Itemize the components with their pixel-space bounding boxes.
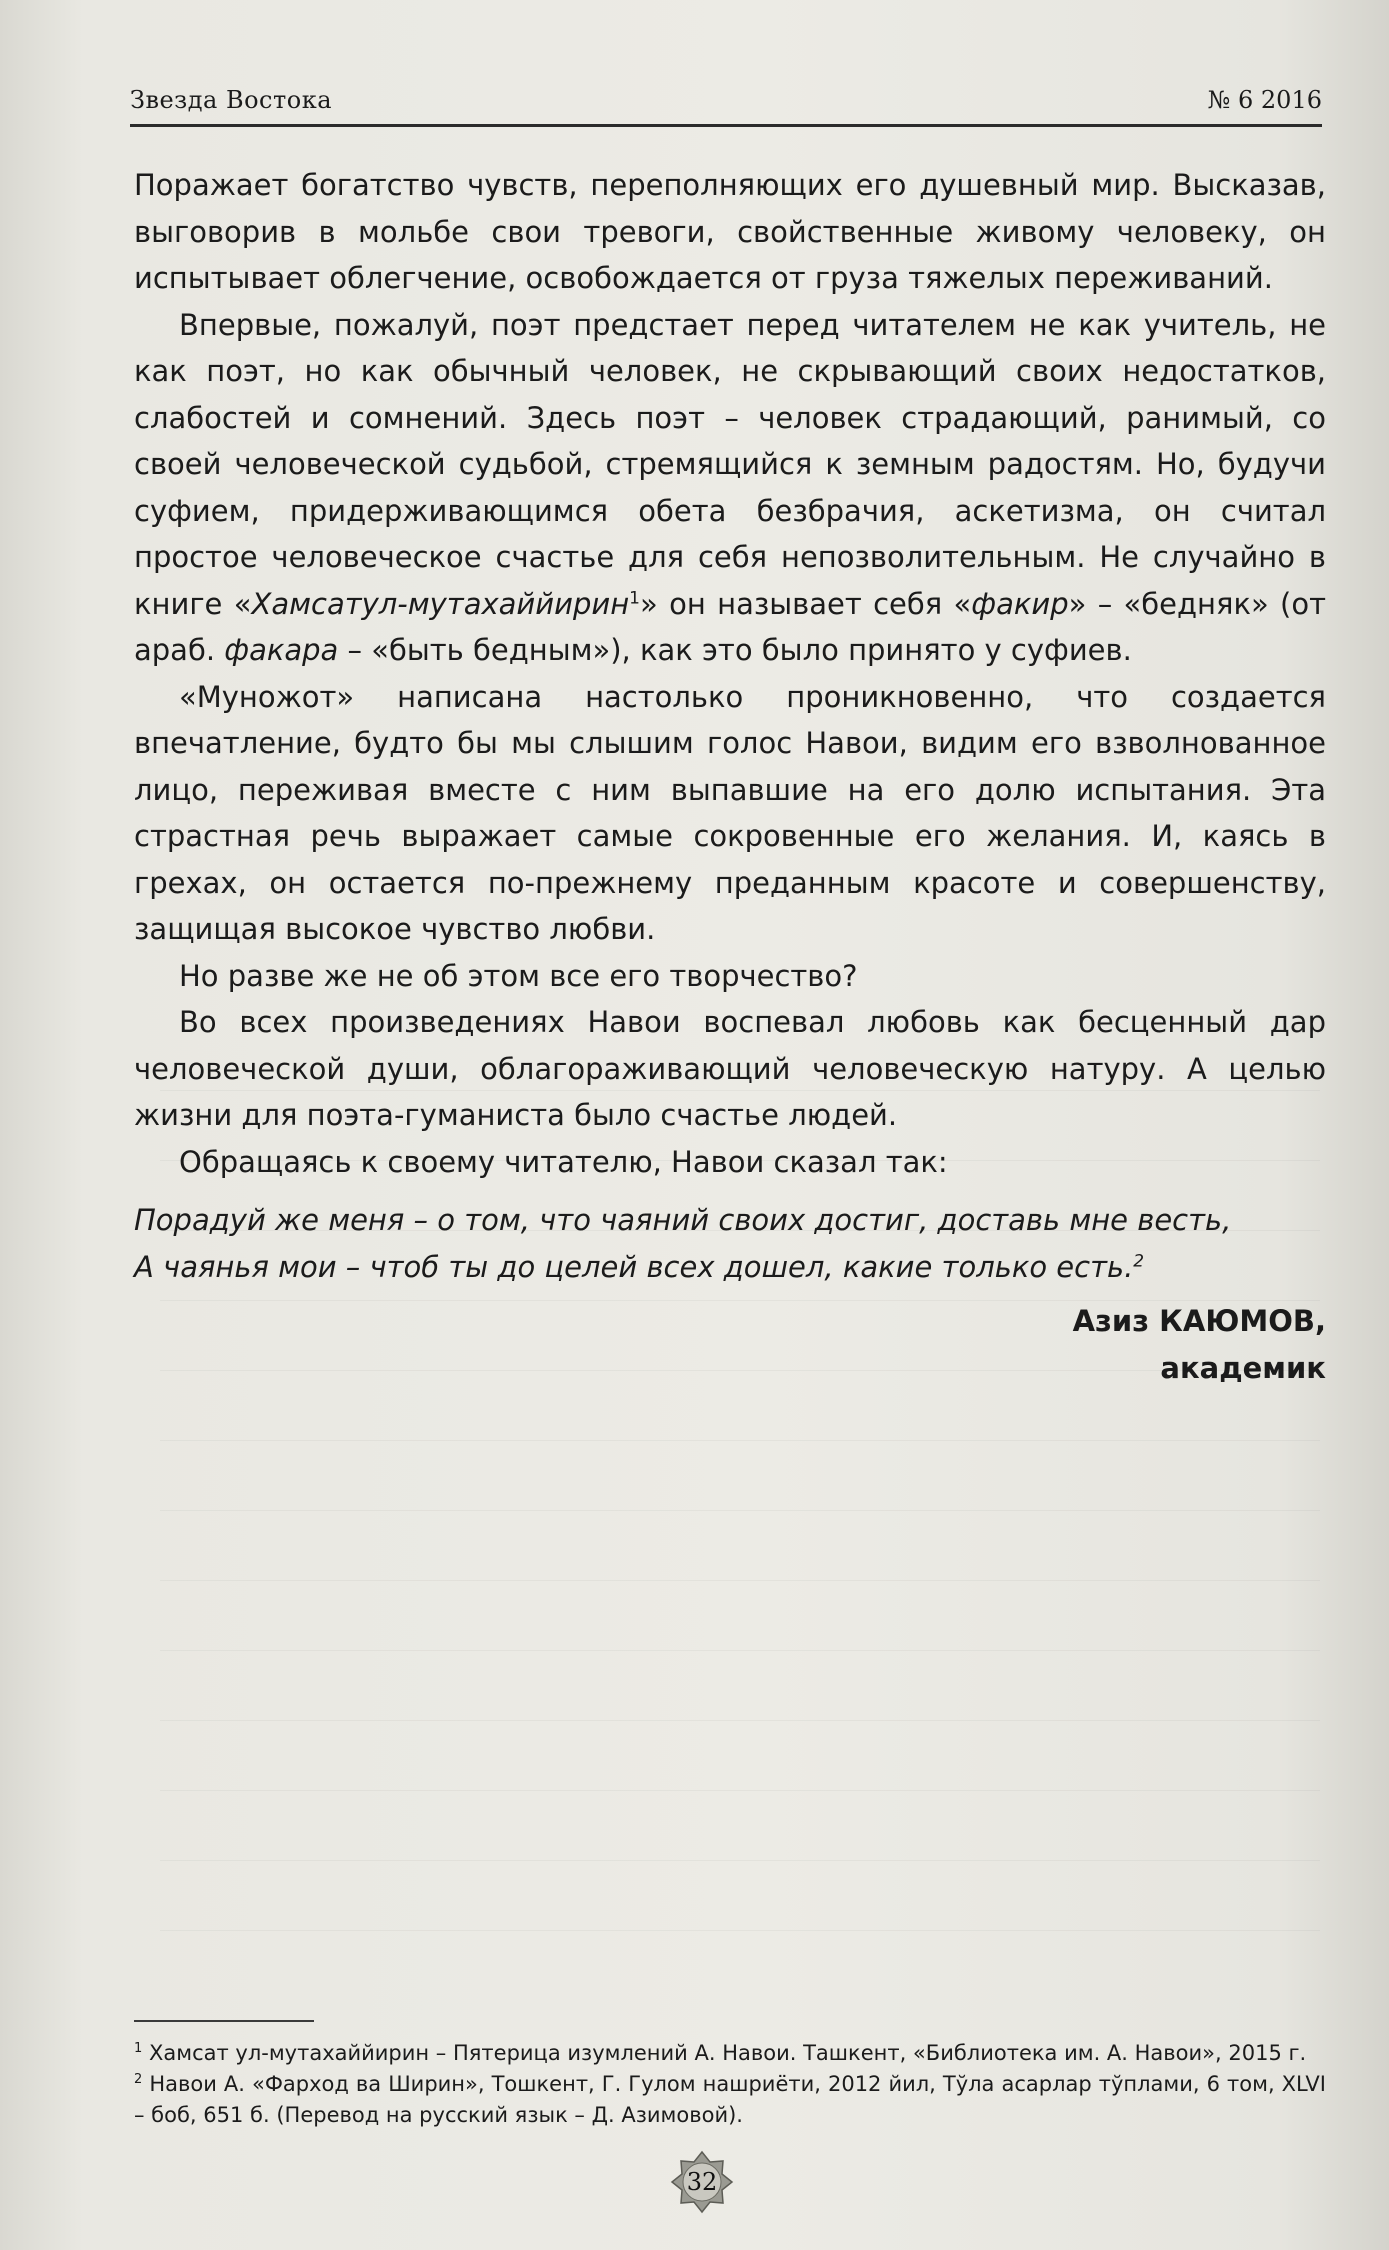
poem-line bbox=[134, 1244, 1326, 1291]
show-through-line bbox=[160, 1440, 1320, 1441]
paragraph-text: – «быть бедным»), как это было принято у суфиев. bbox=[338, 633, 1132, 667]
page-number-badge bbox=[670, 2150, 734, 2214]
header-rule bbox=[130, 124, 1322, 127]
paragraph-text: Поражает богатство чувств, переполняющих его душевный мир. Высказав, выговорив в мольбе свои тревоги, свойственные живому человеку, он испытывает облегчение, освобождается от груза тяжелых переживаний. bbox=[134, 168, 1326, 295]
author-signature bbox=[134, 1298, 1326, 1391]
footnotes bbox=[134, 2038, 1326, 2131]
term-fakir: факир bbox=[971, 586, 1069, 621]
show-through-line bbox=[160, 1720, 1320, 1721]
poem-line: Порадуй же меня – о том, что чаяний своих достиг, доставь мне весть, bbox=[134, 1203, 1232, 1237]
paragraph-text: «Муножот» написана настолько проникновенно, что создается впечатление, будто бы мы слышим голос Навои, видим его взволнованное лицо, переживая вместе с ним выпавшие на его долю испытания. Эта страстная речь выражает самые сокровенные его желания. И, каясь в грехах, он остается по-прежнему преданным красоте и совершенству, защищая высокое чувство любви. bbox=[134, 679, 1326, 946]
show-through-line bbox=[160, 1930, 1320, 1931]
footnote-rule bbox=[134, 2020, 314, 2022]
running-header bbox=[130, 86, 1322, 130]
paragraph bbox=[134, 162, 1326, 302]
show-through-line bbox=[160, 1510, 1320, 1511]
footnote-number: 2 bbox=[134, 2072, 143, 2087]
author-title: академик bbox=[1160, 1350, 1326, 1385]
footnote bbox=[134, 2069, 1326, 2131]
footnote-text: Хамсат ул-мутахаййирин – Пятерица изумлений А. Навои. Ташкент, «Библиотека им. А. Навои», 2015 г. bbox=[148, 2041, 1307, 2065]
footnote-ref: 2 bbox=[1133, 1250, 1145, 1271]
paragraph-text: » – «бедняк» (от араб. bbox=[134, 586, 1326, 667]
paragraph-text: » он называет себя « bbox=[640, 586, 972, 621]
issue-number: № 6 2016 bbox=[1207, 86, 1322, 114]
author-name: Азиз КАЮМОВ, bbox=[1072, 1304, 1326, 1338]
paragraph-text: Во всех произведениях Навои воспевал любовь как бесценный дар человеческой души, облагораживающий человеческую натуру. А целью жизни для поэта-гуманиста было счастье людей. bbox=[134, 1005, 1326, 1132]
book-title: Хамсатул-мутахаййирин bbox=[251, 586, 630, 621]
show-through-line bbox=[160, 1580, 1320, 1581]
footnote-number: 1 bbox=[134, 2041, 143, 2056]
journal-title: Звезда Востока bbox=[130, 86, 333, 114]
paragraph bbox=[134, 302, 1326, 674]
footnote bbox=[134, 2038, 1326, 2069]
article-body bbox=[134, 162, 1326, 1391]
paragraph bbox=[134, 674, 1326, 953]
poem-quote bbox=[134, 1197, 1326, 1290]
page-number: 32 bbox=[686, 2168, 718, 2196]
paragraph-text: Но разве же не об этом все его творчество? bbox=[179, 958, 858, 993]
paragraph-text: Обращаясь к своему читателю, Навои сказал так: bbox=[179, 1144, 948, 1179]
paragraph bbox=[134, 953, 1326, 1000]
paragraph bbox=[134, 999, 1326, 1139]
show-through-line bbox=[160, 1790, 1320, 1791]
term-fakara: факара bbox=[224, 633, 339, 667]
paragraph-text: Впервые, пожалуй, поэт предстает перед читателем не как учитель, не как поэт, но как обычный человек, не скрывающий своих недостатков, слабостей и сомнений. Здесь поэт – человек страдающий, ранимый, со своей человеческой судьбой, стремящийся к земным радостям. Но, будучи суфием, придерживающимся обета безбрачия, аскетизма, он считал простое человеческое счастье для себя непозволительным. Не случайно в книге « bbox=[134, 307, 1326, 621]
paragraph bbox=[134, 1139, 1326, 1186]
footnote-text: Навои А. «Фарход ва Ширин», Тошкент, Г. Гулом нашриёти, 2012 йил, Тўла асарлар тўплами, 6 том, XLVI – боб, 651 б. (Перевод на русский язык – Д. Азимовой). bbox=[134, 2072, 1326, 2127]
footnote-ref: 1 bbox=[629, 587, 640, 608]
show-through-line bbox=[160, 1650, 1320, 1651]
poem-line-text: А чаянья мои – чтоб ты до целей всех дошел, какие только есть. bbox=[134, 1249, 1134, 1284]
show-through-line bbox=[160, 1860, 1320, 1861]
